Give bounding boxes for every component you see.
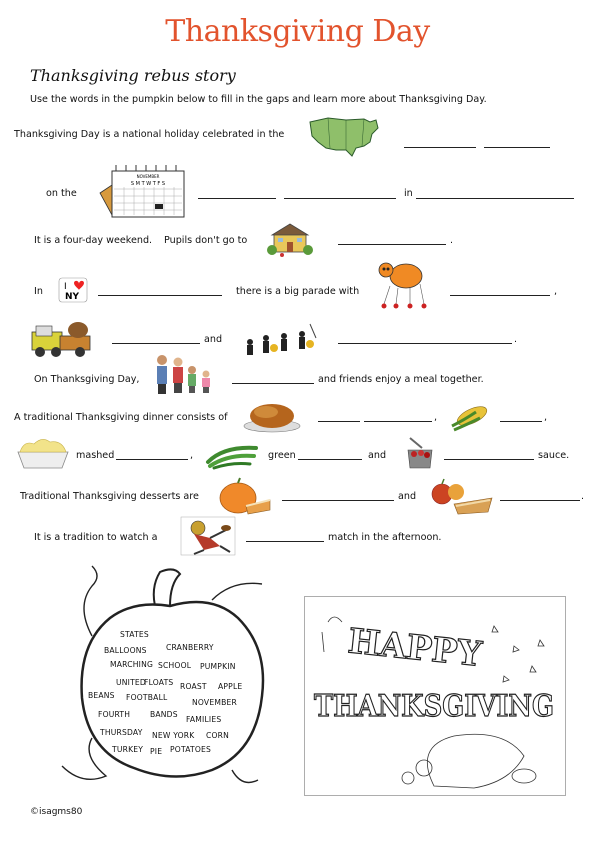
word-bank-item: MARCHING [110, 660, 154, 669]
story-line-8d: and [368, 450, 387, 461]
gap-9a[interactable] [282, 500, 394, 501]
story-line-4c: , [554, 286, 558, 297]
word-bank-item: FOOTBALL [126, 693, 168, 702]
word-bank-item: BANDS [150, 710, 178, 719]
story-line-8e: sauce. [538, 450, 570, 461]
word-bank-item: BALLOONS [104, 646, 147, 655]
word-bank-item: SCHOOL [158, 661, 192, 670]
story-line-9a: Traditional Thanksgiving desserts are [20, 491, 199, 502]
gap-9b[interactable] [500, 500, 580, 501]
gap-2c[interactable] [416, 198, 574, 199]
green-beans-icon [204, 440, 260, 470]
word-bank-item: CORN [206, 731, 230, 740]
story-line-7a: A traditional Thanksgiving dinner consists of [14, 412, 228, 423]
gap-5a[interactable] [112, 343, 200, 344]
i-love-ny-icon [58, 277, 88, 303]
story-line-1: Thanksgiving Day is a national holiday celebrated in the [14, 129, 285, 140]
gap-1b[interactable] [484, 147, 550, 148]
word-bank-item: TURKEY [112, 745, 144, 754]
story-line-3c: . [450, 235, 454, 246]
parade-balloon-icon [376, 260, 436, 312]
word-bank-item: BEANS [88, 691, 115, 700]
instructions: Use the words in the pumpkin below to fill in the gaps and learn more about Thanksgiving Day. [30, 94, 487, 105]
pumpkin-outline [62, 566, 282, 788]
word-bank-item: NEW YORK [152, 731, 195, 740]
gap-8b[interactable] [298, 459, 362, 460]
story-line-3a: It is a four-day weekend. [34, 235, 153, 246]
gap-6[interactable] [232, 383, 314, 384]
apple-pie-icon [428, 478, 494, 518]
story-line-10a: It is a tradition to watch a [34, 532, 158, 543]
story-line-10b: match in the afternoon. [328, 532, 442, 543]
marching-band-icon [244, 318, 324, 362]
story-line-7c: , [544, 412, 548, 423]
story-line-6b: and friends enjoy a meal together. [318, 374, 484, 385]
gap-1a[interactable] [404, 147, 476, 148]
page-title: Thanksgiving Day [165, 14, 430, 49]
calendar-days: S M T W T F S [130, 181, 166, 187]
copyright-footer: ©isagms80 [30, 807, 83, 817]
story-line-6a: On Thanksgiving Day, [34, 374, 140, 385]
gap-10[interactable] [246, 541, 324, 542]
word-bank-item: PUMPKIN [200, 662, 236, 671]
mashed-potatoes-icon [14, 436, 72, 472]
word-bank-item: PIE [150, 747, 163, 756]
word-bank-item: NOVEMBER [192, 698, 237, 707]
school-icon [268, 222, 312, 258]
story-line-7b: , [434, 412, 438, 423]
story-line-9c: . [581, 491, 585, 502]
story-line-5a: and [204, 334, 223, 345]
story-line-8b: , [190, 450, 194, 461]
ny-badge-ny: NY [65, 292, 80, 302]
family-icon [152, 352, 216, 396]
gap-5b[interactable] [338, 343, 512, 344]
gap-4b[interactable] [450, 295, 550, 296]
story-line-4b: there is a big parade with [236, 286, 360, 297]
gap-7c[interactable] [500, 421, 542, 422]
cranberry-icon [402, 432, 438, 474]
football-player-icon [180, 516, 236, 556]
gap-7b[interactable] [364, 421, 432, 422]
pumpkin-pie-icon [216, 476, 272, 518]
gap-2a[interactable] [198, 198, 276, 199]
word-bank-item: CRANBERRY [166, 643, 214, 652]
gap-8a[interactable] [116, 459, 188, 460]
gap-8c[interactable] [444, 459, 534, 460]
story-line-2b: in [404, 188, 413, 199]
word-bank-item: FLOATS [144, 678, 174, 687]
parade-float-icon [28, 318, 94, 360]
thanksgiving-text: THANKSGIVING [314, 689, 554, 724]
gap-3[interactable] [338, 244, 446, 245]
gap-7a[interactable] [318, 421, 360, 422]
happy-thanksgiving-coloring-image [304, 596, 566, 796]
story-line-8c: green [268, 450, 296, 461]
word-bank-item: ROAST [180, 682, 207, 691]
usa-map-icon [306, 112, 382, 162]
calendar-icon [98, 163, 188, 219]
gap-2b[interactable] [284, 198, 396, 199]
word-bank-item: UNITED [116, 678, 146, 687]
story-line-8a: mashed [76, 450, 115, 461]
story-line-2a: on the [46, 188, 77, 199]
story-line-3b: Pupils don't go to [164, 235, 248, 246]
word-bank-item: FOURTH [98, 710, 131, 719]
happy-text: HAPPY [346, 621, 484, 676]
word-bank-item: APPLE [218, 682, 243, 691]
story-line-4a: In [34, 286, 43, 297]
word-bank-item: STATES [120, 630, 149, 639]
gap-4a[interactable] [98, 295, 222, 296]
corn-icon [450, 400, 492, 432]
story-line-9b: and [398, 491, 417, 502]
story-line-5b: . [514, 334, 518, 345]
word-bank-item: POTATOES [170, 745, 212, 754]
ny-badge-i: I [64, 282, 67, 292]
calendar-header: NOVEMBER [136, 174, 160, 179]
roast-turkey-icon [242, 396, 302, 434]
story-subtitle: Thanksgiving rebus story [30, 66, 236, 85]
word-bank-item: THURSDAY [100, 728, 143, 737]
word-bank-item: FAMILIES [186, 715, 222, 724]
